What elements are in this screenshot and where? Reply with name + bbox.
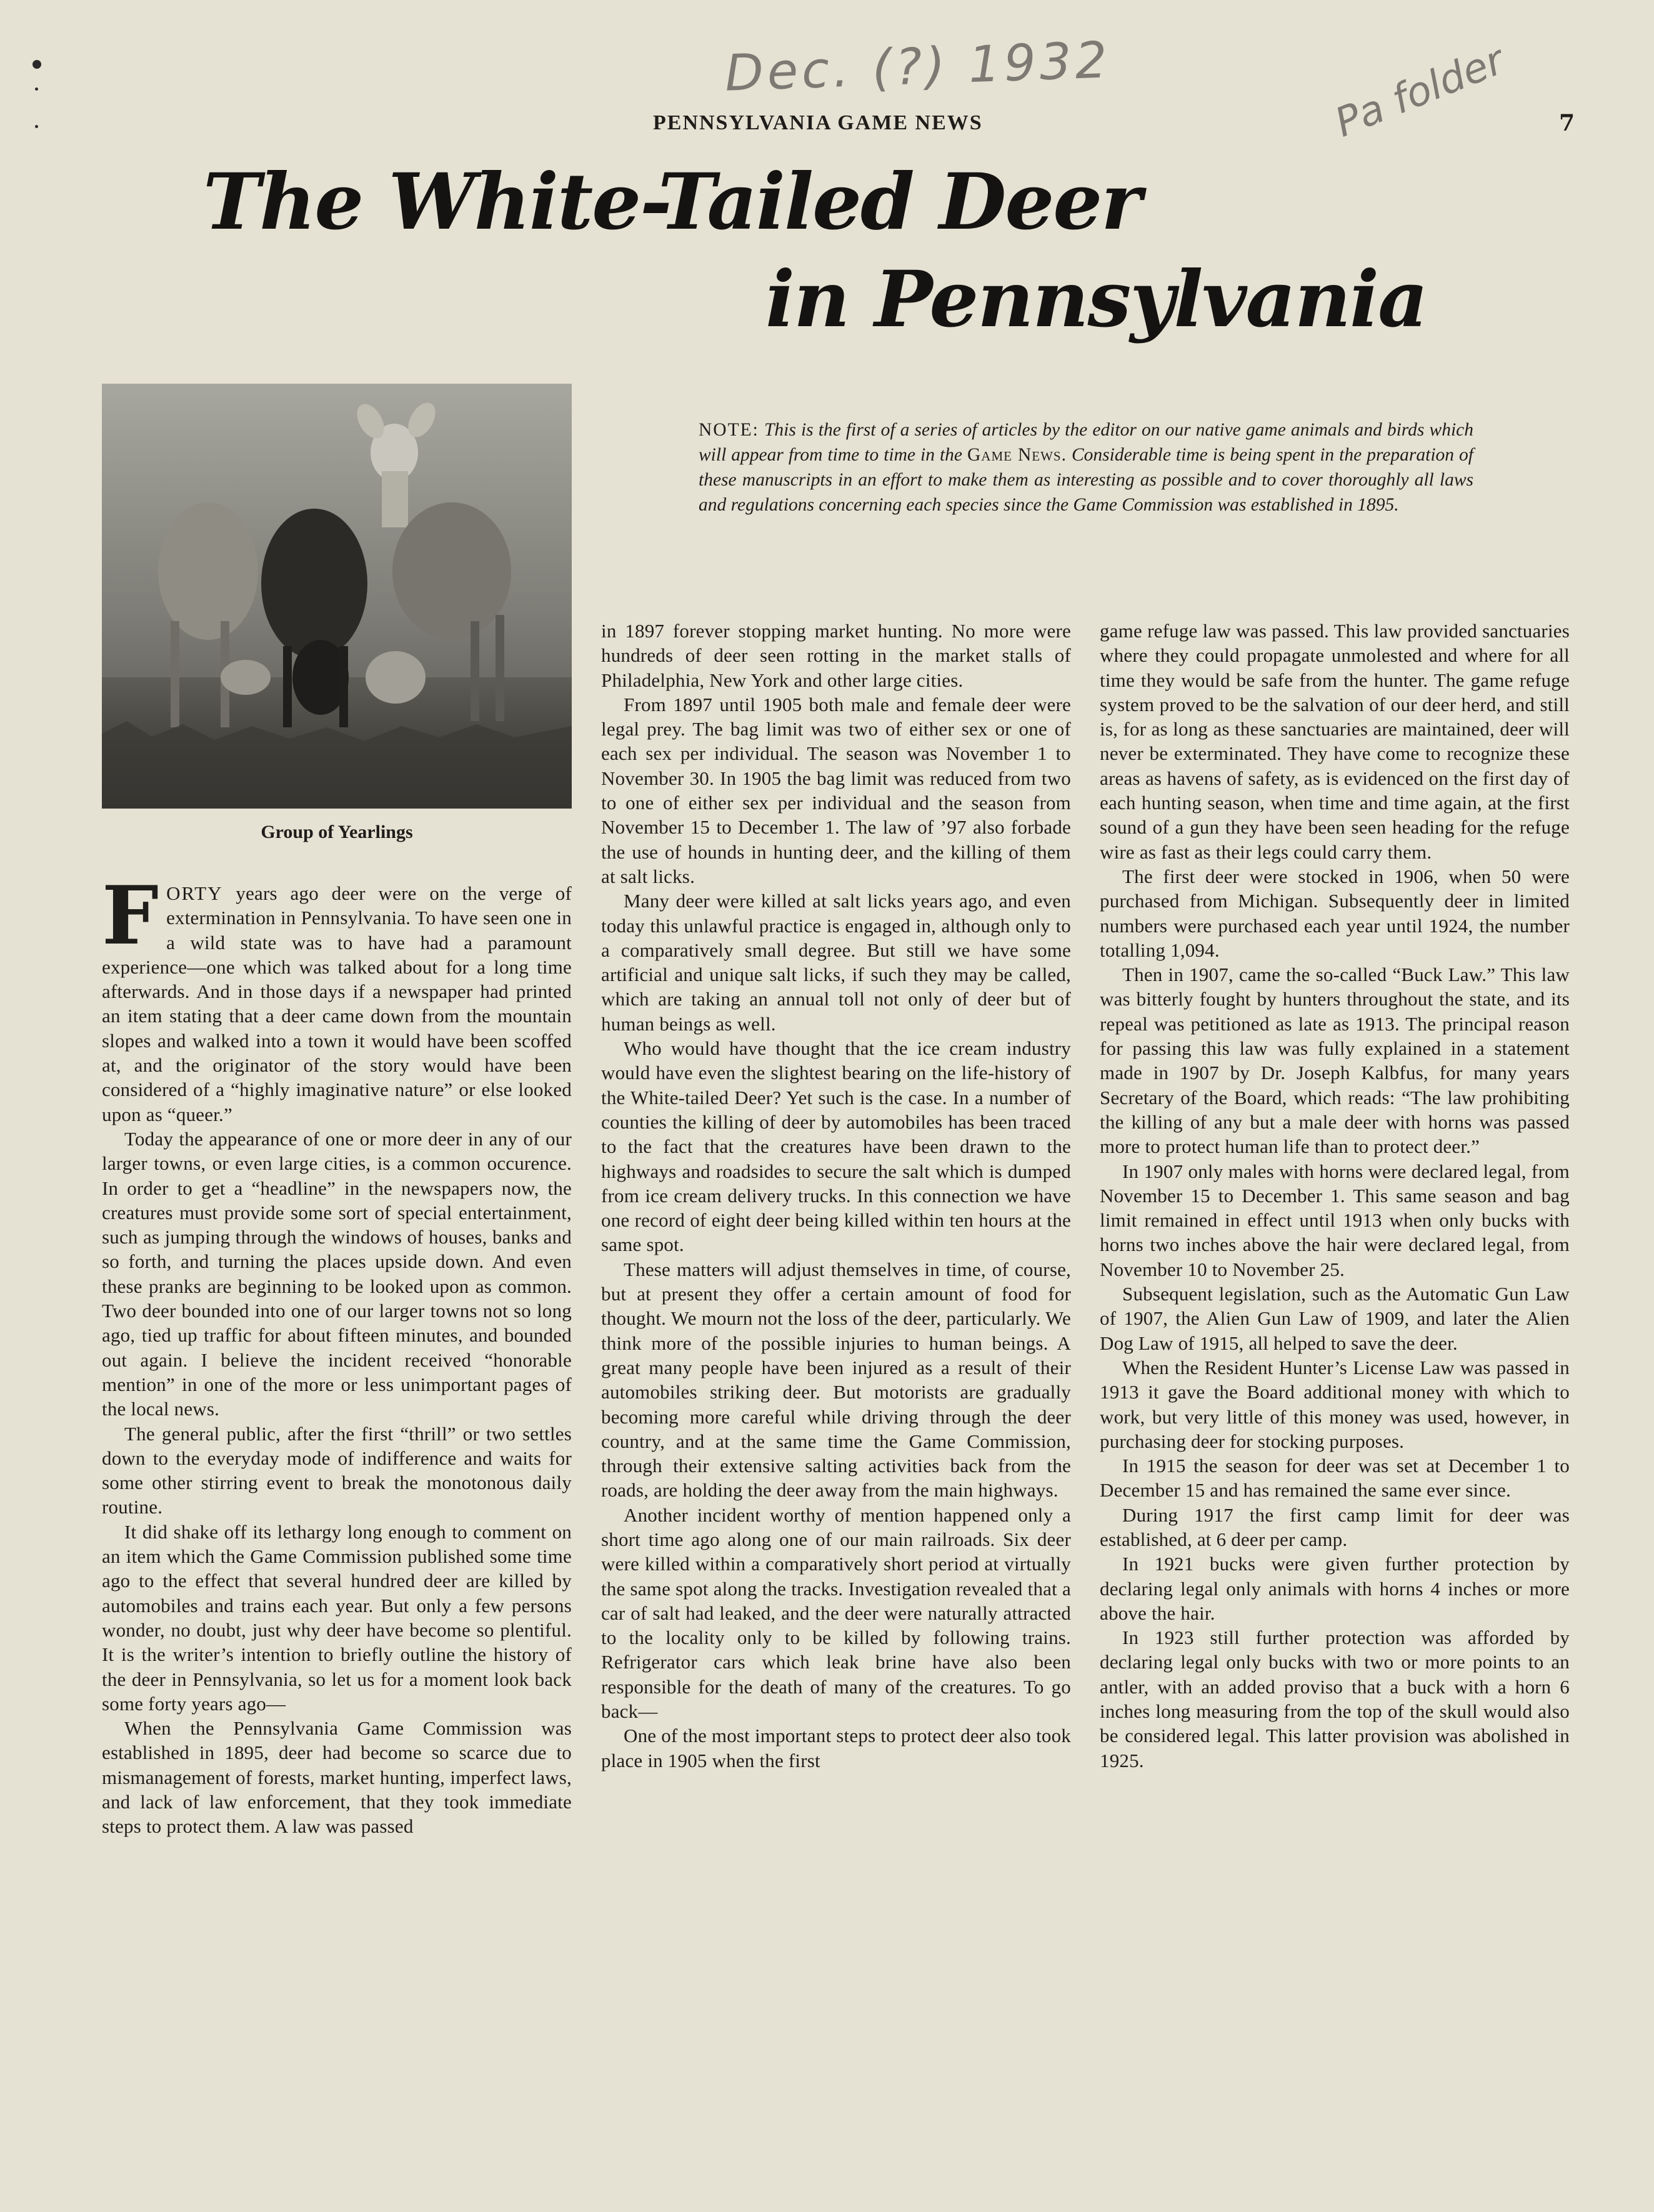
article-column-2 [601,619,1071,1773]
handwritten-date: Dec. (?) 1932 [724,31,1112,102]
note-text-part-1: This is the first of a series of articles by the editor on our native game animals and birds which will appear from time to time in the [699,420,1474,465]
note-magazine-name: Game News. [967,445,1067,465]
drop-cap: F [102,869,159,963]
article-paragraph: in 1897 forever stopping market hunting. No more were hundreds of deer seen rotting in the market stalls of Philadelphia, New York and other large cities. [601,620,1071,691]
margin-mark [32,60,41,69]
margin-mark [35,87,38,91]
page-number: 7 [1559,110,1575,136]
article-paragraph: Another incident worthy of mention happened only a short time ago along one of our main railroads. Six deer were killed within a comparatively short period at virtually the same spot along the tracks. Investigation revealed that a car of salt had leaked, and the deer were naturally attracted to the locality only to be killed by following trains. Refrigerator cars which leak brine have also been responsible for the death of many of the creatures. To go back— [601,1503,1071,1723]
article-title-line-2: in Pennsylvania [765,254,1427,345]
article-paragraph: From 1897 until 1905 both male and female deer were legal prey. The bag limit was two of either sex or one of each sex per individual. The season was November 1 to November 30. In 1905 the bag limit was reduced from two to one of either sex per individual and the season from November 15 to December 1. The law of ’97 also forbade the use of hounds in hunting deer, and the killing of them at salt licks. [601,693,1071,887]
article-paragraph: It did shake off its lethargy long enough to comment on an item which the Game Commission published some time ago to the effect that several hundred deer are killed by automobiles and trains each year. But only a few persons wonder, no doubt, just why deer have become so plentiful. It is the writer’s intention to briefly outline the history of the deer in Pennsylvania, so let us for a moment look back some forty years ago— [102,1520,572,1715]
yearlings-photo-illustration [102,384,572,809]
masthead: PENNSYLVANIA GAME NEWS [653,111,983,134]
article-paragraph: Subsequent legislation, such as the Automatic Gun Law of 1907, the Alien Gun Law of 1909, and later the Alien Dog Law of 1915, all helped to save the deer. [1100,1283,1570,1354]
article-paragraph: During 1917 the first camp limit for deer was established, at 6 deer per camp. [1100,1503,1570,1550]
note-text-part-2: Considerable time is being spent in the preparation of these manuscripts in an effort to make them as interesting as possible and to cover thoroughly all laws and regulations concerning each species since the Game Commission was established in 1895. [699,445,1473,515]
handwritten-folder-note: Pa folder [1328,37,1511,147]
article-paragraph: Today the appearance of one or more deer in any of our larger towns, or even large cities, is a common occurence. In order to get a “headline” in the newspapers now, the creatures must provide some sort of special entertainment, such as jumping through the windows of houses, banks and so forth, and turning the places upside down. And even these pranks are beginning to be looked upon as common. Two deer bounded into one of our larger towns not so long ago, tied up traffic for about fifteen minutes, and bounded out again. I believe the incident received “honorable mention” in one of the more or less unimportant pages of the local news. [102,1127,572,1420]
article-paragraph: In 1921 bucks were given further protection by declaring legal only animals with horns 4 inches or more above the hair. [1100,1553,1570,1624]
article-title-line-1: The White-Tailed Deer [203,157,1141,247]
photo-caption: Group of Yearlings [261,822,413,842]
article-paragraph: In 1923 still further protection was afforded by declaring legal only bucks with two or more points to an antler, with an added proviso that a buck with a horn 6 inches long measuring from the top of the skull would also be considered legal. This latter provision was abolished in 1925. [1100,1627,1570,1771]
article-paragraph: game refuge law was passed. This law provided sanctuaries where they could propagate unmolested and where for all time they would be safe from the hunter. The game refuge system proved to be the salvation of our deer herd, and still is, for as long as these sanctuaries are maintained, deer will never be exterminated. They have come to recognize these areas as havens of safety, as is evidenced on the first day of each hunting season, when time and time again, at the first sound of a gun they have been seen heading for the refuge wire as fast as their legs could carry them. [1100,620,1570,863]
article-paragraph: When the Resident Hunter’s License Law was passed in 1913 it gave the Board additional money with which to work, but very little of this money was used, however, in purchasing deer for stocking purposes. [1100,1356,1570,1452]
lead-in-caps: ORTY [166,882,223,904]
article-paragraph [102,869,572,1127]
article-paragraph: The general public, after the first “thrill” or two settles down to the everyday mode of indifference and waits for some other stirring event to break the monotonous daily routine. [102,1422,572,1518]
article-paragraph: In 1915 the season for deer was set at December 1 to December 15 and has remained the same ever since. [1100,1455,1570,1502]
margin-mark [35,125,38,128]
article-paragraph: The first deer were stocked in 1906, when 50 were purchased from Michigan. Subsequently deer in limited numbers were purchased each year until 1924, the number totalling 1,094. [1100,865,1570,961]
article-paragraph: One of the most important steps to protect deer also took place in 1905 when the first [601,1725,1071,1771]
article-paragraph: These matters will adjust themselves in time, of course, but at present they offer a certain amount of food for thought. We mourn not the loss of the deer, particularly. We think more of the possible injuries to human beings. A great many people have been injured as a result of their automobiles striking deer. But motorists are gradually becoming more careful while driving through the deer country, and at the same time the Game Commission, through their extensive salting activities back from the roads, are holding the deer away from the main highways. [601,1258,1071,1502]
article-paragraph: Who would have thought that the ice cream industry would have even the slightest bearing on the life-history of the White-tailed Deer? Yet such is the case. In a number of counties the killing of deer by automobiles has been traced to the fact that the creatures have been drawn to the highways and roadsides to secure the salt which is dumped from ice cream delivery trucks. In this connection we have one record of eight deer being killed within ten hours at the same spot. [601,1037,1071,1256]
article-paragraph: In 1907 only males with horns were declared legal, from November 15 to December 1. This same season and bag limit remained in effect until 1913 when only bucks with horns two inches above the hair were declared legal, from November 10 to November 25. [1100,1160,1570,1280]
editors-note [699,417,1473,517]
paragraph-text: years ago deer were on the verge of extermination in Pennsylvania. To have seen one in a wild state was to have had a paramount experience—one which was talked about for a long time afterwards. And in those days if a newspaper had printed an item stating that a deer came down from the mountain slopes and walked into a town it would have been scoffed at, and the originator of the story would have been considered of a “highly imaginative nature” or else looked upon as “queer.” [102,882,572,1125]
article-column-3 [1100,619,1570,1773]
note-label: NOTE: [699,420,759,440]
yearlings-photo [102,384,572,809]
article-column-1 [102,869,572,1839]
article-paragraph: When the Pennsylvania Game Commission was established in 1895, deer had become so scarce due to mismanagement of forests, market hunting, imperfect laws, and lack of law enforcement, that they took immediate steps to protect them. A law was passed [102,1717,572,1838]
article-paragraph: Many deer were killed at salt licks years ago, and even today this unlawful practice is engaged in, although only to a comparatively small degree. But still we have some artificial and unique salt licks, if such they may be called, which are taking an annual toll not only of deer but of human beings as well. [601,890,1071,1035]
article-paragraph: Then in 1907, came the so-called “Buck Law.” This law was bitterly fought by hunters throughout the state, and its repeal was petitioned as late as 1913. The principal reason for passing this law was fully explained in a statement made in 1907 by Dr. Joseph Kalbfus, for many years Secretary of the Board, which reads: “The law prohibiting the killing of any but a male deer with horns was passed more to protect human life than to protect deer.” [1100,964,1570,1158]
